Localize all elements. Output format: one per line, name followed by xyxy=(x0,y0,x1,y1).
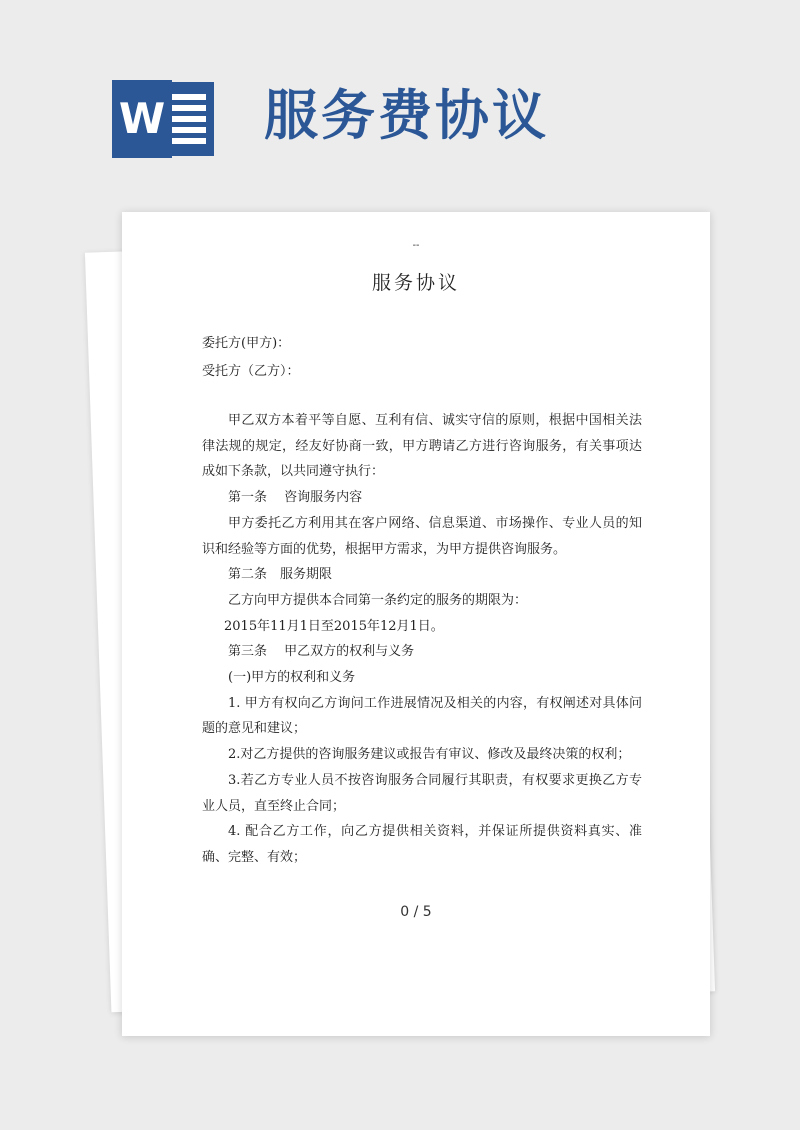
document-page xyxy=(122,212,710,1036)
paragraph-article-1: 甲方委托乙方利用其在客户网络、信息渠道、市场操作、专业人员的知识和经验等方面的优势，根据甲方需求，为甲方提供咨询服务。 xyxy=(202,515,642,557)
document-title: 服务协议 xyxy=(371,272,460,294)
paragraph-article-2: 乙方向甲方提供本合同第一条约定的服务的期限为： xyxy=(228,592,528,608)
heading-article-3: 第三条 甲乙双方的权利与义务 xyxy=(228,644,415,660)
word-logo xyxy=(112,80,216,158)
list-item-3: 3.若乙方专业人员不按咨询服务合同履行其职责，有权要求更换乙方专业人员，直至终止合同； xyxy=(202,772,642,814)
header-title: 服务费协议 xyxy=(264,84,549,147)
party-b-label: 受托方（乙方）： xyxy=(202,364,300,379)
paragraph-preamble: 甲乙双方本着平等自愿、互利有信、诚实守信的原则，根据中国相关法律法规的规定，经友好协商一致，甲方聘请乙方进行咨询服务，有关事项达成如下条款，以共同遵守执行： xyxy=(202,413,642,480)
list-item-4: 4. 配合乙方工作，向乙方提供相关资料，并保证所提供资料真实、准确、完整、有效； xyxy=(202,824,642,865)
heading-article-1: 第一条 咨询服务内容 xyxy=(228,490,363,506)
word-icon: W xyxy=(112,80,172,158)
list-item-2: 2.对乙方提供的咨询服务建议或报告有审议、修改及最终决策的权利； xyxy=(228,747,631,763)
page-number: 0 / 5 xyxy=(400,904,432,920)
party-a-label: 委托方(甲方)： xyxy=(202,336,291,351)
document-body xyxy=(202,408,642,871)
heading-party-a-rights: (一)甲方的权利和义务 xyxy=(228,670,356,686)
heading-article-2: 第二条 服务期限 xyxy=(228,567,333,583)
paragraph-service-period: 2015年11月1日至2015年12月1日。 xyxy=(224,618,444,634)
list-item-1: 1. 甲方有权向乙方询问工作进展情况及相关的内容，有权阐述对具体问题的意见和建议； xyxy=(202,695,642,737)
page-header-mark: -- xyxy=(412,240,420,251)
